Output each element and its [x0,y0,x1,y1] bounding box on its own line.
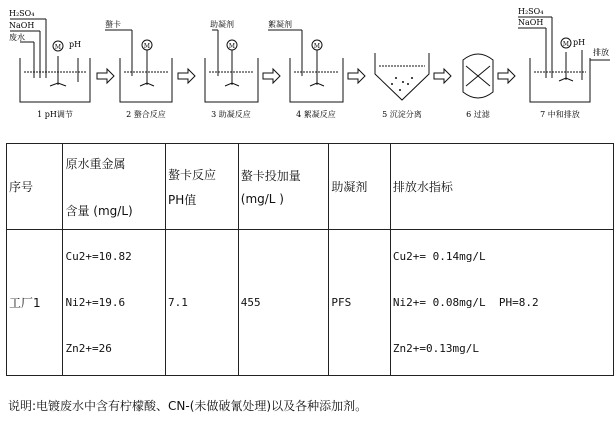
step-caption: 3 助凝反应 [211,110,251,119]
process-flow-diagram [0,0,614,125]
step-caption: 6 过滤 [466,110,490,119]
cell-ph: 7.1 [166,230,239,376]
ph-probe-label: pH [573,38,586,47]
input-naoh: NaOH [9,21,35,30]
table-row [7,230,614,376]
reagent-coagulant-aid: 助凝剂 [210,20,234,29]
input-h2so4: H₂SO₄ [9,9,35,18]
header-coagulant: 助凝剂 [329,144,391,230]
reagent-flocculant: 絮凝剂 [268,20,292,29]
input-naoh-right: NaOH [518,18,544,27]
step-caption: 2 螯合反应 [126,110,166,119]
tank-1 [20,58,90,102]
ph-probe-label: pH [69,40,82,49]
flow-arrow [97,69,114,83]
input-wastewater: 废水 [9,33,25,42]
tank-2 [120,58,172,102]
step-caption: 4 絮凝反应 [296,110,336,119]
motor-label: M [313,43,321,50]
discharge-label: 排放 [593,48,609,57]
cell-effluent: Cu2+= 0.14mg/L Ni2+= 0.08mg/L PH=8.2 Zn2+=0.13mg/L [390,230,613,376]
step-caption: 5 沉淀分离 [382,110,422,119]
cell-no: 工厂1 [7,230,63,376]
header-effluent: 排放水指标 [390,144,613,230]
header-reaction-ph: 螯卡反应 PH值 [166,144,239,230]
cell-metals: Cu2+=10.82 Ni2+=19.6 Zn2+=26 [63,230,166,376]
tank-7 [530,58,590,102]
cell-dose: 455 [238,230,329,376]
motor-label: M [228,43,236,50]
header-raw-metal: 原水重金属 含量 (mg/L) [63,144,166,230]
footnote: 说明:电镀废水中含有柠檬酸、CN-(未做破氰处理)以及各种添加剂。 [8,399,368,413]
motor-label: M [562,41,570,48]
input-h2so4-right: H₂SO₄ [518,7,544,16]
motor-label: M [143,43,151,50]
results-table [6,143,614,376]
table-header-row [7,144,614,230]
settling-tank [375,53,429,100]
motor-label: M [54,44,62,51]
header-no: 序号 [7,144,63,230]
reagent-chelate: 螯卡 [105,20,121,29]
cell-coagulant: PFS [329,230,391,376]
step-caption: 7 中和排放 [540,110,580,119]
step-caption: 1 pH调节 [37,110,73,119]
header-dose: 螯卡投加量 (mg/L ) [238,144,329,230]
